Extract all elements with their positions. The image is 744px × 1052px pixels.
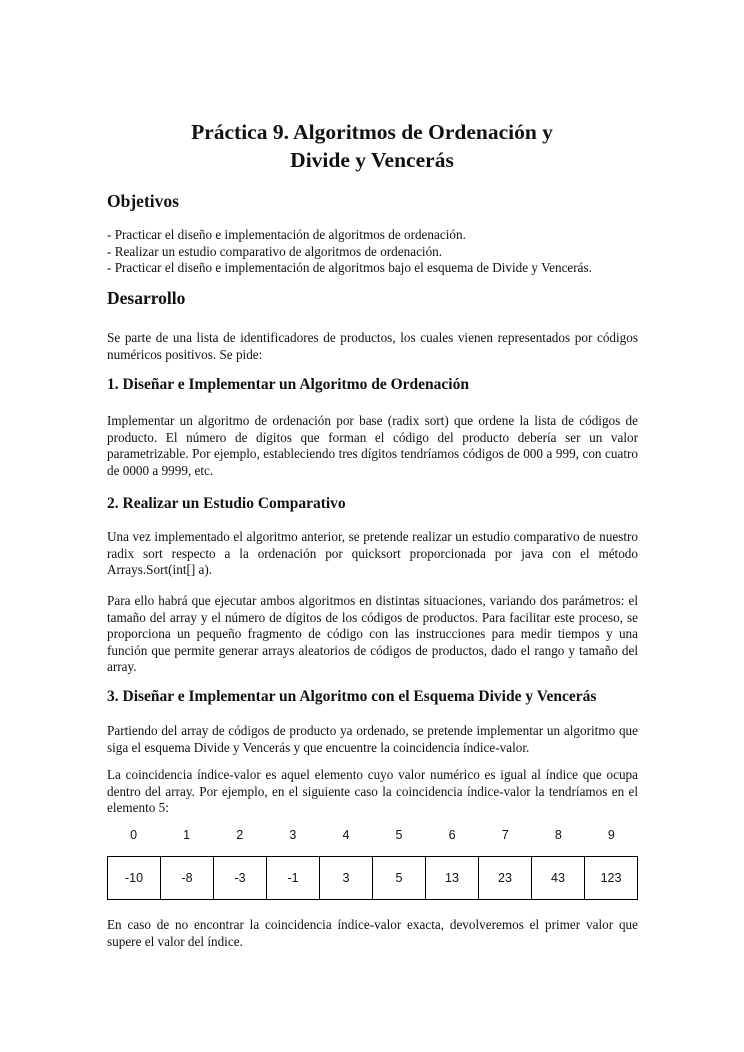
heading-section-3: 3. Diseñar e Implementar un Algoritmo con el Esquema Divide y Vencerás — [107, 688, 597, 705]
objetivos-list — [107, 227, 638, 277]
array-index: 0 — [130, 828, 138, 842]
document-title — [0, 118, 744, 174]
array-index: 9 — [607, 828, 615, 842]
section-1-text: Implementar un algoritmo de ordenación por base (radix sort) que ordene la lista de códigos de producto. El número de dígitos que forman el código del producto debería ser un valor parametrizable. Por ejemplo, estableciendo tres dígitos tendríamos códigos de 000 a 999, con cuatro de 0000 a 9999, etc. — [107, 413, 638, 478]
array-value-cell: 43 — [532, 857, 585, 900]
title-line-2: Divide y Vencerás — [290, 148, 454, 172]
heading-desarrollo: Desarrollo — [107, 288, 186, 308]
array-value-cell: 5 — [373, 857, 426, 900]
array-index: 6 — [448, 828, 456, 842]
array-value-cell: -10 — [108, 857, 161, 900]
section-3-text-2: La coincidencia índice-valor es aquel elemento cuyo valor numérico es igual al índice que ocupa dentro del array. Por ejemplo, en el siguiente caso la coincidencia índice-valor la tendríamos en el elemento 5: — [107, 767, 638, 816]
array-value-cell: -1 — [267, 857, 320, 900]
heading-objetivos: Objetivos — [107, 191, 179, 211]
array-values-table — [107, 856, 638, 900]
desarrollo-intro: Se parte de una lista de identificadores de productos, los cuales vienen representados por códigos numéricos positivos. Se pide: — [107, 330, 638, 362]
array-index: 8 — [554, 828, 562, 842]
section-3-text-1: Partiendo del array de códigos de producto ya ordenado, se pretende implementar un algoritmo que siga el esquema Divide y Vencerás y que encuentre la coincidencia índice-valor. — [107, 723, 638, 755]
objetivo-item: - Practicar el diseño e implementación de algoritmos bajo el esquema de Divide y Vencerás. — [107, 260, 592, 276]
objetivo-item: - Practicar el diseño e implementación de algoritmos de ordenación. — [107, 227, 466, 242]
array-value-cell: 13 — [426, 857, 479, 900]
heading-section-2: 2. Realizar un Estudio Comparativo — [107, 495, 346, 512]
array-value-cell: -3 — [214, 857, 267, 900]
table-row — [108, 857, 638, 900]
section-2-text-1: Una vez implementado el algoritmo anterior, se pretende realizar un estudio comparativo de nuestro radix sort respecto a la ordenación por quicksort proporcionada por java con el método Arrays.Sort(int[] a). — [107, 529, 638, 578]
section-3-text-3: En caso de no encontrar la coincidencia índice-valor exacta, devolveremos el primer valor que supere el valor del índice. — [107, 917, 638, 949]
array-value-cell: 3 — [320, 857, 373, 900]
array-index: 3 — [289, 828, 297, 842]
array-index: 1 — [183, 828, 191, 842]
array-value-cell: -8 — [161, 857, 214, 900]
section-2-text-2: Para ello habrá que ejecutar ambos algoritmos en distintas situaciones, variando dos parámetros: el tamaño del array y el número de dígitos de los códigos de productos. Para facilitar este proceso, se proporciona un pequeño fragmento de código con las instrucciones para medir tiempos y una función que permite generar arrays aleatorios de códigos de productos, dado el rango y tamaño del array. — [107, 593, 638, 675]
array-index-row — [107, 828, 638, 846]
array-index: 5 — [395, 828, 403, 842]
array-value-cell: 23 — [479, 857, 532, 900]
array-index: 2 — [236, 828, 244, 842]
title-line-1: Práctica 9. Algoritmos de Ordenación y — [191, 120, 553, 144]
objetivo-item: - Realizar un estudio comparativo de algoritmos de ordenación. — [107, 243, 443, 259]
array-index: 7 — [501, 828, 509, 842]
array-value-cell: 123 — [585, 857, 638, 900]
array-index: 4 — [342, 828, 350, 842]
heading-section-1: 1. Diseñar e Implementar un Algoritmo de Ordenación — [107, 376, 469, 393]
